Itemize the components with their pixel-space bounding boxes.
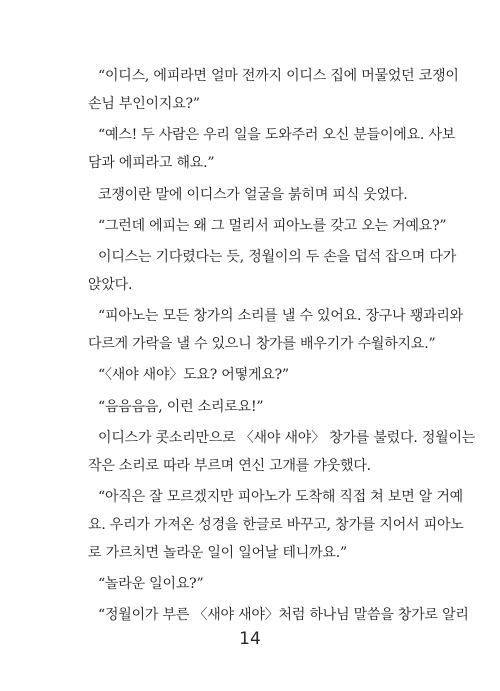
text-line: 앉았다. <box>88 277 133 293</box>
text-line: 이디스는 기다렸다는 듯, 정월이의 두 손을 덥석 잡으며 다가 <box>98 249 457 265</box>
text-line: 요. 우리가 가져온 성경을 한글로 바꾸고, 창가를 지어서 피아노 <box>88 517 464 533</box>
text-line: 작은 소리로 따라 부르며 연신 고개를 갸웃했다. <box>88 458 371 474</box>
text-line: 다르게 가락을 낼 수 있으니 창가를 배우기가 수월하지요.” <box>88 336 436 352</box>
text-line: “이디스, 에피라면 얼마 전까지 이디스 집에 머물었던 코쟁이 <box>98 68 459 84</box>
text-line: 코쟁이란 말에 이디스가 얼굴을 붉히며 피식 웃었다. <box>98 187 408 203</box>
text-line: “정월이가 부른 〈새야 새야〉처럼 하나님 말씀을 창가로 알리 <box>98 607 469 623</box>
text-line: 손님 부인이지요?” <box>88 96 200 112</box>
text-line: “음음음음, 이런 소리로요!” <box>98 399 264 415</box>
text-line: “놀라운 일이요?” <box>98 576 204 592</box>
text-line: “예스! 두 사람은 우리 일을 도와주러 오신 분들이에요. 사보 <box>98 127 456 143</box>
text-line: “〈새야 새야〉도요? 어떻게요?” <box>98 367 289 383</box>
text-line: 담과 에피라고 해요.” <box>88 155 215 171</box>
text-line: 로 가르치면 놀라운 일이 일어날 테니까요.” <box>88 545 347 561</box>
text-line: “피아노는 모든 창가의 소리를 낼 수 있어요. 장구나 꽹과리와 <box>98 308 463 324</box>
text-line: 이디스가 콧소리만으로 〈새야 새야〉 창가를 불렀다. 정월이는 <box>98 430 476 446</box>
text-line: “아직은 잘 모르겠지만 피아노가 도착해 직접 쳐 보면 알 거예 <box>98 489 463 505</box>
text-line: “그런데 에피는 왜 그 멀리서 피아노를 갖고 오는 거예요?” <box>98 218 447 234</box>
page-number: 14 <box>239 629 261 649</box>
